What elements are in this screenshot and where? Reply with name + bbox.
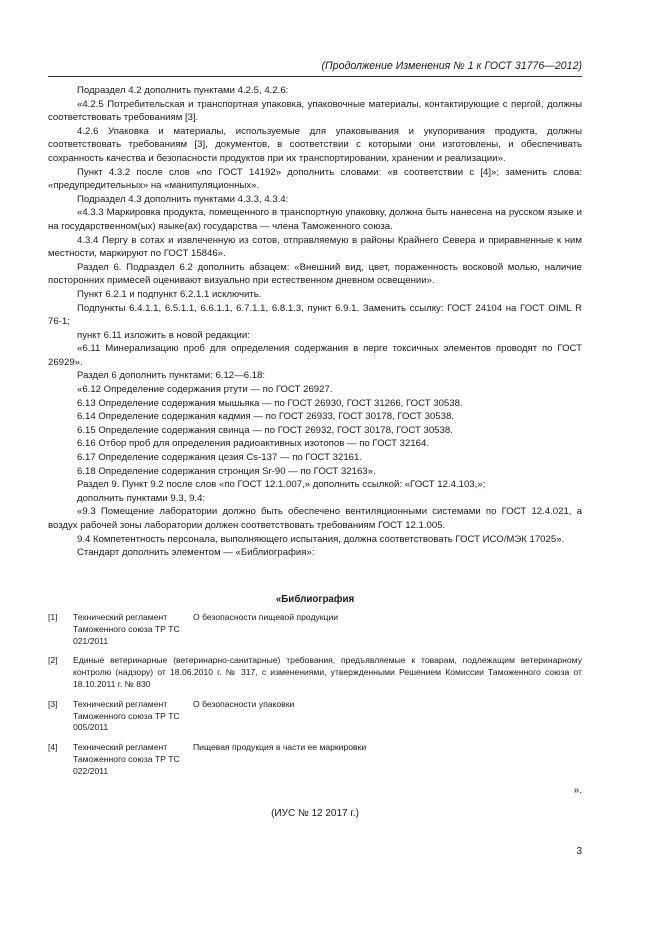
paragraph: Стандарт дополнить элементом — «Библиография»: — [77, 547, 315, 559]
paragraph: 6.13 Определение содержания мышьяка — по ГОСТ 26930, ГОСТ 31266, ГОСТ 30538. — [77, 397, 463, 409]
header-rule — [48, 76, 582, 77]
closing-quote: ». — [573, 785, 582, 796]
paragraph: 4.2.6 Упаковка и материалы, используемые для упаковывания и укупоривания продукта, должны соответствовать требованиям [3], документов, в соответствии с которыми они изготовлены, и обеспечивать сохранность качества и безопасности продуктов при их транспортировании, хранении и реализации». — [48, 125, 582, 164]
paragraph: 6.18 Определение содержания стронция Sr-90 — по ГОСТ 32163». — [77, 465, 376, 477]
paragraph: дополнить пунктами 9.3, 9.4: — [77, 492, 206, 504]
ius-reference: (ИУС № 12 2017 г.) — [271, 808, 359, 819]
entry-number: [2] — [48, 655, 58, 666]
paragraph: «6.12 Определение содержания ртути — по ГОСТ 26927. — [77, 384, 333, 396]
bibliography-entry — [48, 699, 582, 734]
page-header: (Продолжение Изменения № 1 к ГОСТ 31776—2012) — [321, 60, 582, 72]
paragraph: пункт 6.11 изложить в новой редакции: — [77, 329, 250, 341]
paragraph: 4.3.4 Пергу в сотах и извлеченную из сотов, отправляемую в районы Крайнего Севера и приравненные к ним местности, маркируют по ГОСТ 15846». — [48, 234, 582, 260]
paragraph: Подраздел 4.2 дополнить пунктами 4.2.5, 4.2.6: — [77, 85, 289, 96]
paragraph: «4.2.5 Потребительская и транспортная упаковка, упаковочные материалы, контактирующие с пергой, должны соответствовать требованиям [3]. — [48, 98, 582, 124]
paragraph: Подраздел 4.3 дополнить пунктами 4.3.3, 4.3.4: — [77, 193, 289, 205]
bibliography-entry — [48, 655, 582, 690]
paragraph: 6.15 Определение содержания свинца — по ГОСТ 26932, ГОСТ 30178, ГОСТ 30538. — [77, 424, 453, 436]
bibliography-entry — [48, 742, 582, 777]
bibliography-entry — [48, 612, 582, 647]
entry-number: [3] — [48, 698, 58, 709]
paragraph: Раздел 6 дополнить пунктами: 6.12—6.18: — [77, 370, 266, 382]
paragraph: Пункт 6.2.1 и подпункт 6.2.1.1 исключить. — [77, 288, 262, 300]
bibliography-title: «Библиография — [275, 594, 355, 605]
paragraph: Подпункты 6.4.1.1, 6.5.1.1, 6.6.1.1, 6.7.1.1, 6.8.1.3, пункт 6.9.1. Заменить ссылку: ГОСТ 24104 на ГОСТ OIML R 76-1; — [48, 302, 582, 328]
entry-title: О безопасности упаковки — [193, 698, 295, 709]
entry-document: Технический регламент Таможенного союза ТР ТС 022/2011 — [73, 742, 180, 776]
entry-document: Технический регламент Таможенного союза ТР ТС 021/2011 — [73, 612, 180, 646]
page-number: 3 — [576, 846, 582, 857]
entry-number: [4] — [48, 742, 58, 753]
entry-document: Технический регламент Таможенного союза ТР ТС 005/2011 — [73, 698, 180, 733]
amendment-text — [48, 84, 582, 560]
paragraph: «9.3 Помещение лаборатории должно быть обеспечено вентиляционными системами по ГОСТ 12.4.021, а воздух рабочей зоны лаборатории должен соответствовать требованиям ГОСТ 12.1.005. — [48, 506, 582, 531]
entry-document: Единые ветеринарные (ветеринарно-санитарные) требования, предъявляемые к товарам, подлежащим ветеринарному контролю (надзору) от 18.06.2010 г. № 317, с изменениями, утвержденными Решением Комиссии Таможенного союза от 18.10.2011 г. № 830 — [73, 655, 582, 689]
paragraph: Раздел 9. Пункт 9.2 после слов «по ГОСТ 12.1.007,» дополнить ссылкой: «ГОСТ 12.4.103,»; — [77, 479, 486, 491]
paragraph: 6.17 Определение содержания цезия Cs-137 — по ГОСТ 32161. — [77, 452, 363, 464]
paragraph: Пункт 4.3.2 после слов «по ГОСТ 14192» дополнить словами: «в соответствии с [4]»; заменить слова: «предупредительных» на «манипуляционных». — [48, 166, 582, 192]
entry-title: Пищевая продукция в части ее маркировки — [193, 742, 367, 753]
entry-number: [1] — [48, 612, 58, 622]
paragraph: 6.16 Отбор проб для определения радиоактивных изотопов — по ГОСТ 32164. — [77, 438, 430, 450]
paragraph: «4.3.3 Маркировка продукта, помещенного в транспортную упаковку, должна быть нанесена на русском языке и на государственном(ых) языке(ах) государства — члена Таможенного союза. — [48, 207, 582, 232]
paragraph: Раздел 6. Подраздел 6.2 дополнить абзацем: «Внешний вид, цвет, пораженность восковой молью, наличие посторонних примесей оценивают визуально при естественном дневном освещении». — [48, 261, 582, 287]
bibliography-list — [48, 612, 582, 786]
paragraph: «6.11 Минерализацию проб для определения содержания в перге токсичных элементов проводят по ГОСТ 26929». — [48, 343, 582, 368]
paragraph: 6.14 Определение содержания кадмия — по ГОСТ 26933, ГОСТ 30178, ГОСТ 30538. — [77, 411, 454, 423]
entry-title: О безопасности пищевой продукции — [193, 612, 339, 622]
paragraph: 9.4 Компетентность персонала, выполняющего испытания, должна соответствовать ГОСТ ИСО/МЭК 17025». — [77, 533, 565, 545]
